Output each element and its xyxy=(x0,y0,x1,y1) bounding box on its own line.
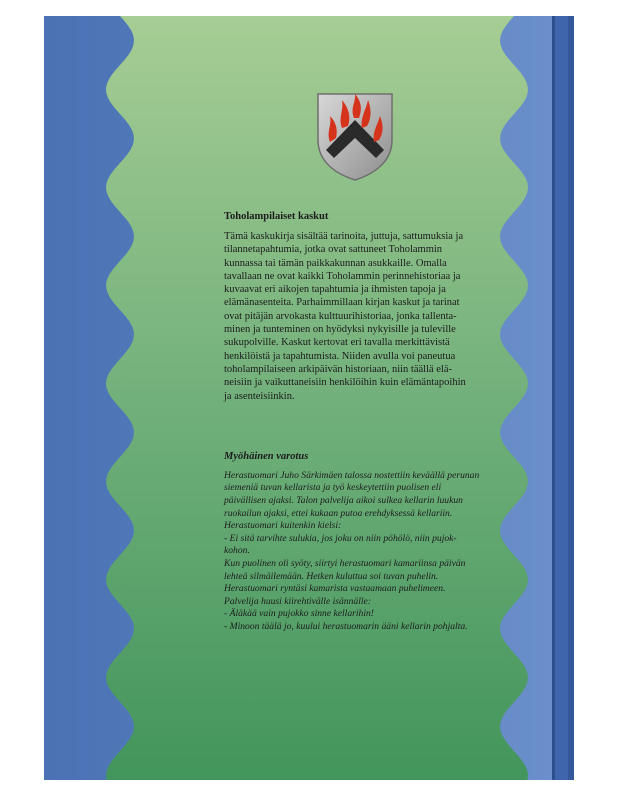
story-line: Palvelija huusi kiirehtivälle isännälle: xyxy=(224,595,371,607)
section-line: toholampilaiseen arkipäivän historiaan, niin täällä elä- xyxy=(224,363,453,375)
story-line: ruokailun ajaksi, ettei kukaan putoa erehdyksessä kellariin. xyxy=(224,507,453,519)
section-line: tilannetapahtumia, jotka ovat sattuneet Toholammin xyxy=(224,244,443,256)
story-body xyxy=(224,470,506,634)
story-title: Myöhäinen varotus xyxy=(224,450,309,462)
section-line: kuvaavat eri aikojen tapahtumia ja ihmisten tapoja ja xyxy=(224,284,446,296)
section-line: kunnassa tai tämän paikkakunnan asukkaille. Omalla xyxy=(224,257,447,269)
section-line: minen ja tunteminen on hyödyksi nykyisille ja tuleville xyxy=(224,324,456,336)
story-line: Herastuomari Juho Särkimäen talossa nostettiin keväällä perunan xyxy=(224,469,480,481)
spine-highlight xyxy=(552,16,555,780)
story-line: - Äläkää vain pujokko sinne kellarihin! xyxy=(224,608,374,620)
story-line: Herastuomari kuitenkin kielsi: xyxy=(224,520,342,532)
section-line: neisiin ja vaikuttaneisiin henkilöihin kuin elämäntapoihin xyxy=(224,377,466,389)
cover-text xyxy=(224,211,506,634)
section-line: sukupolville. Kaskut kertovat eri tavalla merkittävistä xyxy=(224,337,450,349)
section-line: ja asenteisiinkin. xyxy=(224,390,295,402)
section-line: henkilöistä ja tapahtumista. Niiden avulla voi paneutua xyxy=(224,350,456,362)
story-line: lehteä silmäilemään. Hetken kuluttua soi tuvan puhelin. xyxy=(224,570,439,582)
story-line: - Minoon täälä jo, kuului herastuomarin ääni kellarin pohjalta. xyxy=(224,620,468,632)
section-body xyxy=(224,230,506,403)
story-line: päivällisen ajaksi. Talon palvelija aikoi sulkea kellarin luukun xyxy=(224,495,463,507)
section-line: ovat pitäjän arvokasta kulttuurihistoriaa, jonka tallenta- xyxy=(224,310,457,322)
story-line: Kun puolinen oli syöty, siirtyi herastuomari kamariinsa päivän xyxy=(224,558,466,570)
spine-edge xyxy=(568,16,574,780)
story-line: - Ei sitä tarvihte sulukia, jos joku on niin pöhölö, niin pujok- xyxy=(224,532,457,544)
section-line: tavallaan ne ovat kaikki Toholammin perinnehistoriaa ja xyxy=(224,270,461,282)
story-line: kohon. xyxy=(224,545,250,557)
section-line: Tämä kaskukirja sisältää tarinoita, juttuja, sattumuksia ja xyxy=(224,231,464,242)
story-line: siemeniä tuvan kellarista ja työ keskeytettiin puolisen eli xyxy=(224,482,442,494)
story-line: Herastuomari ryntäsi kamarista vastaamaan puhelimeen. xyxy=(224,583,446,595)
section-title: Toholampilaiset kaskut xyxy=(224,211,329,222)
coat-of-arms-icon xyxy=(316,92,394,182)
book-back-cover xyxy=(44,16,574,780)
section-line: elämänasenteita. Parhaimmillaan kirjan kaskut ja tarinat xyxy=(224,297,460,309)
